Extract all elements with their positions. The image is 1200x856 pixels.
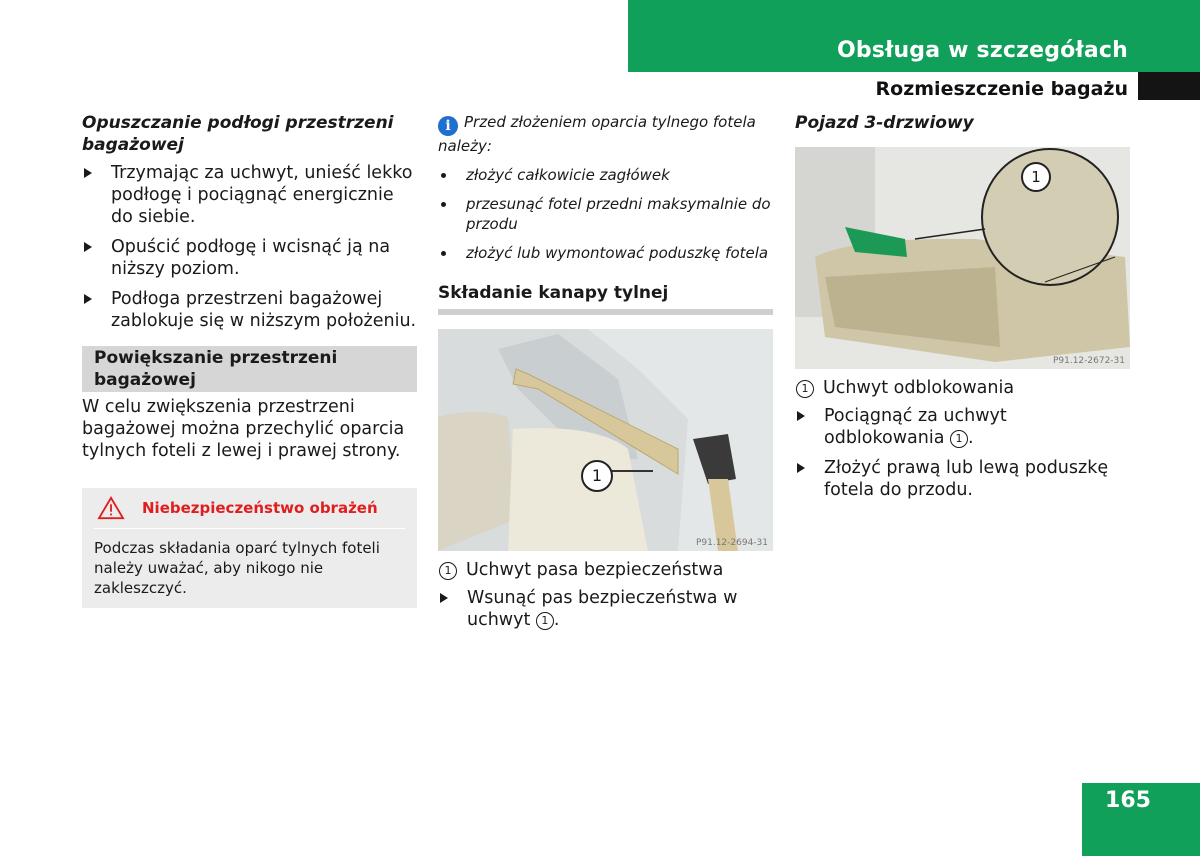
column-left xyxy=(82,112,417,608)
rear-bench-heading: Składanie kanapy tylnej xyxy=(438,283,773,315)
step-item: Trzymając za uchwyt, unieść lekko podłogę i pociągnąć energicznie do siebie. xyxy=(82,162,417,228)
warning-triangle-icon xyxy=(96,496,126,520)
note-list-item: przesunąć fotel przedni maksymalnie do przodu xyxy=(438,194,773,234)
step-item: Opuścić podłogę i wcisnąć ją na niższy poziom. xyxy=(82,236,417,280)
arrow-bullet-icon xyxy=(84,168,92,178)
bullet-dot-icon xyxy=(441,202,446,207)
column-middle xyxy=(438,112,773,639)
callout-number: 1 xyxy=(581,460,613,492)
page-number: 165 xyxy=(1105,788,1151,813)
seatbelt-holder-photo xyxy=(438,329,773,551)
callout-marker: 1 xyxy=(536,612,554,630)
callout-caption: 1 Uchwyt pasa bezpieczeństwa xyxy=(438,559,773,581)
step-item: Złożyć prawą lub lewą poduszkę fotela do przodu. xyxy=(795,457,1130,501)
callout-marker: 1 xyxy=(439,562,457,580)
callout-marker: 1 xyxy=(950,430,968,448)
bullet-dot-icon xyxy=(441,251,446,256)
warning-title: Niebezpieczeństwo obrażeń xyxy=(142,499,378,517)
chapter-title: Obsługa w szczegółach xyxy=(836,38,1128,63)
seat-release-photo xyxy=(795,147,1130,369)
step-item: Wsunąć pas bezpieczeństwa w uchwyt 1 . xyxy=(438,587,773,631)
info-icon: i xyxy=(438,116,458,136)
section-title: Rozmieszczenie bagażu xyxy=(875,78,1128,100)
image-reference: P91.12-2672-31 xyxy=(1052,356,1125,366)
enlarge-space-heading: Powiększanie przestrzeni bagażowej xyxy=(82,346,417,392)
floor-lowering-heading: Opuszczanie podłogi przestrzeni bagażowej xyxy=(82,113,394,155)
callout-marker: 1 xyxy=(796,380,814,398)
warning-text: Podczas składania oparć tylnych foteli należy uważać, aby nikogo nie zakleszczyć. xyxy=(94,539,380,597)
page-number-box xyxy=(1082,783,1200,856)
step-item: Pociągnąć za uchwyt odblokowania 1 . xyxy=(795,405,1130,449)
bullet-dot-icon xyxy=(441,173,446,178)
warning-box xyxy=(82,488,417,608)
arrow-bullet-icon xyxy=(440,593,448,603)
enlarge-space-text: W celu zwiększenia przestrzeni bagażowej można przechylić oparcia tylnych foteli z lewej i prawej strony. xyxy=(82,397,405,461)
callout-number: 1 xyxy=(1021,162,1051,192)
arrow-bullet-icon xyxy=(84,294,92,304)
image-reference: P91.12-2694-31 xyxy=(695,538,768,548)
note-list-item: złożyć całkowicie zagłówek xyxy=(438,165,773,185)
three-door-heading: Pojazd 3-drzwiowy xyxy=(795,113,974,133)
note-list-item: złożyć lub wymontować poduszkę fotela xyxy=(438,243,773,263)
info-note: i Przed złożeniem oparcia tylnego fotela należy: xyxy=(438,113,756,155)
arrow-bullet-icon xyxy=(797,463,805,473)
step-item: Podłoga przestrzeni bagażowej zablokuje się w niższym położeniu. xyxy=(82,288,417,332)
arrow-bullet-icon xyxy=(797,411,805,421)
section-marker xyxy=(1138,72,1200,100)
callout-caption: 1 Uchwyt odblokowania xyxy=(795,377,1130,399)
arrow-bullet-icon xyxy=(84,242,92,252)
column-right xyxy=(795,112,1130,509)
